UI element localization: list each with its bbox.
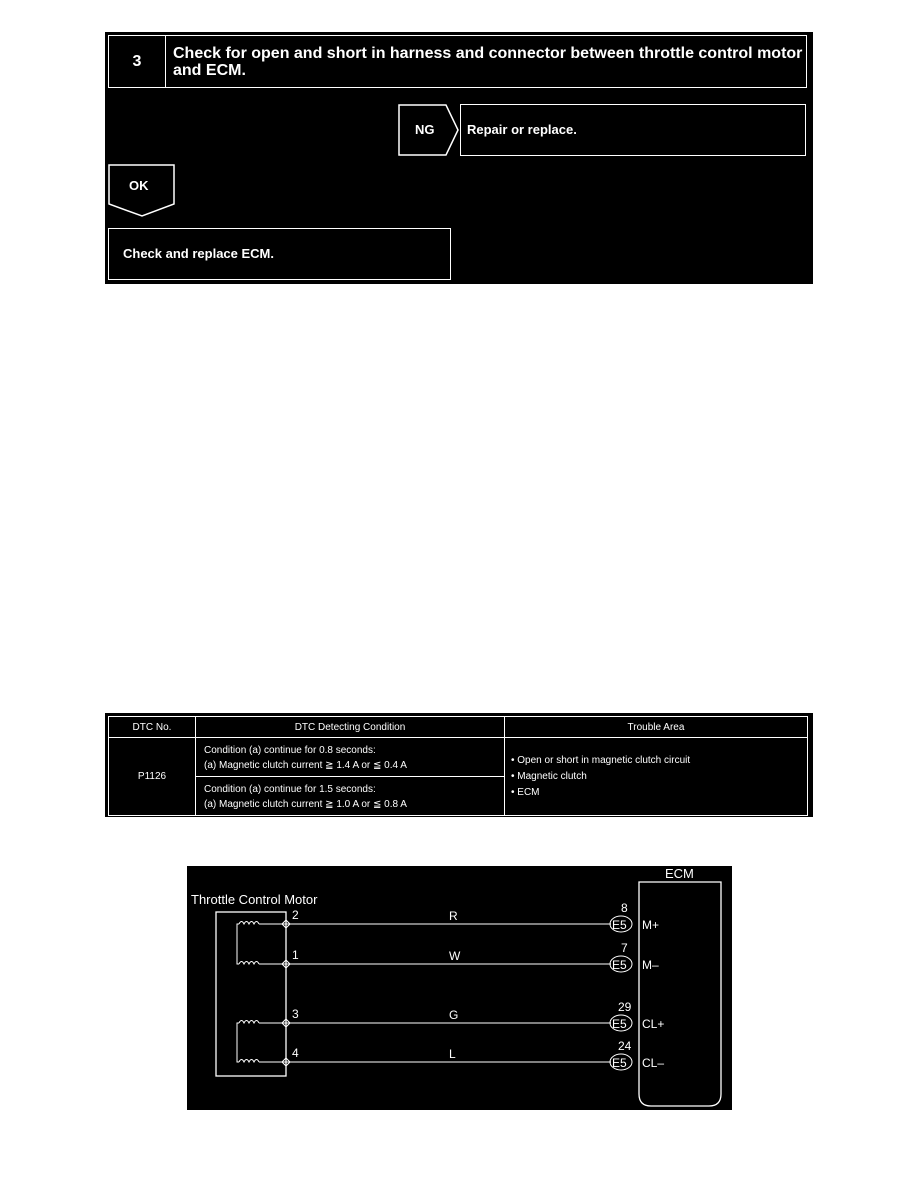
diagnostic-step-panel bbox=[105, 32, 813, 284]
header-dtc-no: DTC No. bbox=[109, 717, 196, 738]
table-header-row bbox=[109, 717, 808, 738]
condition-line: (a) Magnetic clutch current ≧ 1.0 A or ≦ 0.8 A bbox=[204, 799, 407, 810]
ecm-signal: M– bbox=[642, 958, 659, 972]
ecm-pin: 7 bbox=[621, 941, 628, 955]
ng-action-box: Repair or replace. bbox=[460, 104, 806, 156]
dtc-table-panel bbox=[105, 713, 813, 817]
motor-body bbox=[216, 912, 286, 1076]
condition-line: (a) Magnetic clutch current ≧ 1.4 A or ≦ 0.4 A bbox=[204, 760, 407, 771]
ecm-signal: CL– bbox=[642, 1056, 665, 1070]
condition-line: Condition (a) continue for 0.8 seconds: bbox=[204, 745, 376, 756]
step-number: 3 bbox=[108, 35, 166, 88]
ecm-pin: 29 bbox=[618, 1000, 632, 1014]
ng-label: NG bbox=[415, 122, 435, 137]
condition-cell bbox=[196, 777, 505, 816]
motor-label: Throttle Control Motor bbox=[191, 892, 318, 907]
ecm-signal: M+ bbox=[642, 918, 660, 932]
motor-pin: 2 bbox=[292, 908, 299, 922]
trouble-area-item: • Magnetic clutch bbox=[511, 770, 587, 782]
connector-code: E5 bbox=[612, 1017, 627, 1031]
ecm-label: ECM bbox=[665, 866, 694, 881]
coil-icon bbox=[239, 1021, 259, 1063]
clutch-coil-wiring bbox=[237, 1023, 286, 1062]
motor-pin: 3 bbox=[292, 1007, 299, 1021]
wiring-diagram bbox=[187, 866, 732, 1110]
connector-code: E5 bbox=[612, 958, 627, 972]
wire-color: R bbox=[449, 909, 458, 923]
condition-line: Condition (a) continue for 1.5 seconds: bbox=[204, 784, 376, 795]
wire-color: W bbox=[449, 949, 461, 963]
circuit-cl-minus bbox=[282, 1039, 664, 1070]
ecm-pin: 8 bbox=[621, 901, 628, 915]
circuit-cl-plus bbox=[282, 1000, 664, 1031]
ecm-pin: 24 bbox=[618, 1039, 632, 1053]
wire-color: L bbox=[449, 1047, 456, 1061]
dtc-table bbox=[108, 716, 808, 816]
dtc-code: P1126 bbox=[109, 738, 196, 816]
motor-pin: 4 bbox=[292, 1046, 299, 1060]
ok-action-box: Check and replace ECM. bbox=[108, 228, 451, 280]
wiring-diagram-panel bbox=[187, 866, 732, 1110]
wire-color: G bbox=[449, 1008, 459, 1022]
motor-pin: 1 bbox=[292, 948, 299, 962]
trouble-area-cell bbox=[505, 738, 808, 816]
connector-code: E5 bbox=[612, 1056, 627, 1070]
motor-coil-wiring bbox=[237, 924, 286, 964]
ecm-signal: CL+ bbox=[642, 1017, 665, 1031]
header-detecting-condition: DTC Detecting Condition bbox=[196, 717, 505, 738]
coil-icon bbox=[239, 922, 259, 965]
connector-code: E5 bbox=[612, 918, 627, 932]
ok-label: OK bbox=[129, 178, 149, 193]
circuit-m-plus bbox=[282, 901, 659, 932]
trouble-area-item: • Open or short in magnetic clutch circuit bbox=[511, 754, 691, 766]
trouble-area-item: • ECM bbox=[511, 786, 540, 798]
condition-cell bbox=[196, 738, 505, 777]
step-title: Check for open and short in harness and connector between throttle control motor and ECM. bbox=[165, 35, 807, 88]
ecm-body bbox=[639, 882, 721, 1106]
header-trouble-area: Trouble Area bbox=[505, 717, 808, 738]
table-row bbox=[109, 738, 808, 777]
circuit-m-minus bbox=[282, 941, 659, 972]
